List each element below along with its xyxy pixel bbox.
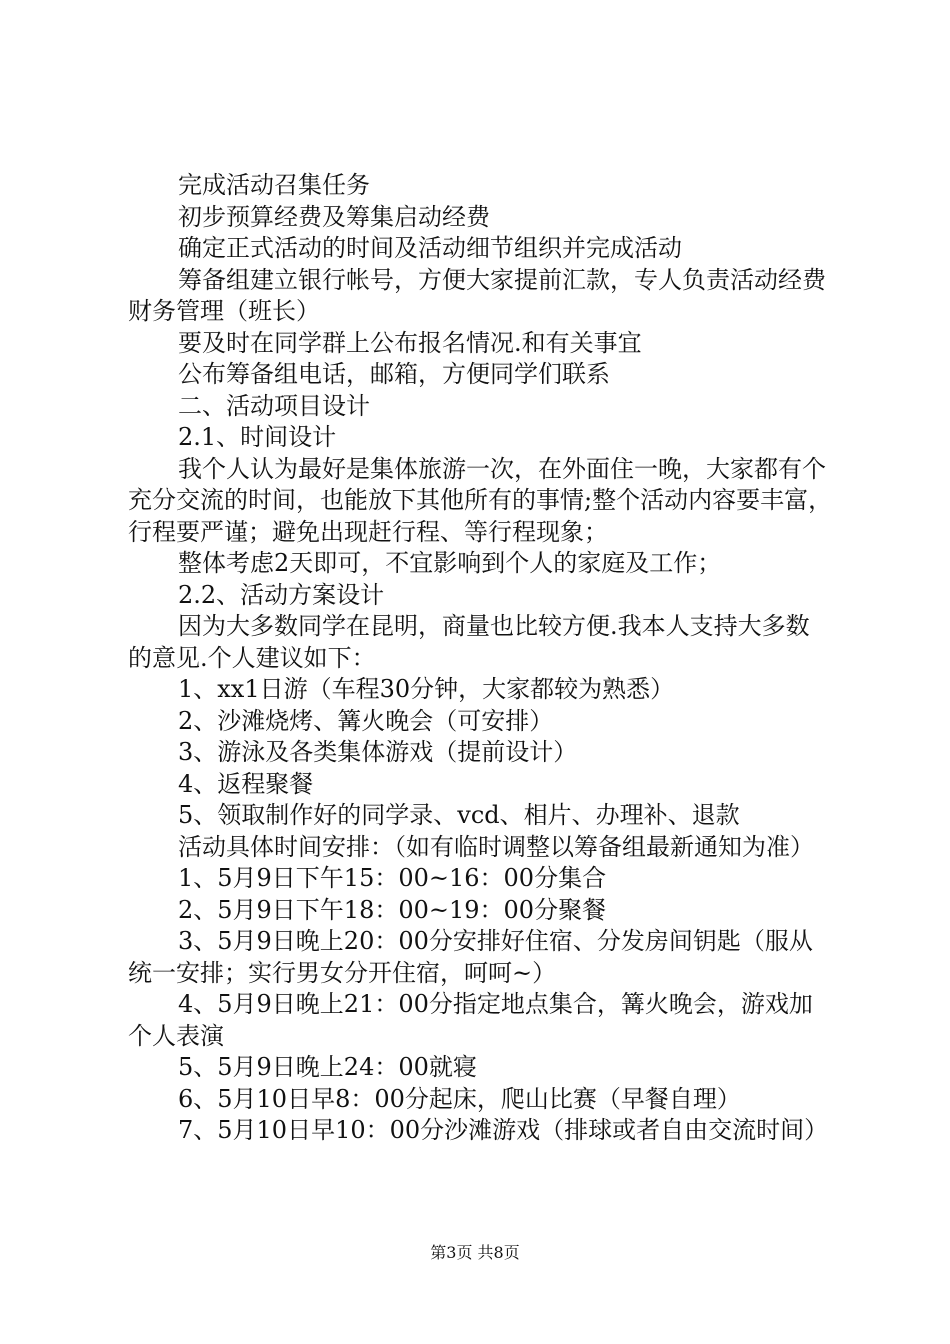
paragraph: 确定正式活动的时间及活动细节组织并完成活动 <box>178 234 682 262</box>
list-item: 5、领取制作好的同学录、vcd、相片、办理补、退款 <box>178 801 740 829</box>
schedule-item: 7、5月10日早10：00分沙滩游戏（排球或者自由交流时间） <box>178 1116 829 1144</box>
list-item: 4、返程聚餐 <box>178 769 314 798</box>
schedule-item: 3、5月9日晚上20：00分安排好住宿、分发房间钥匙（服从统一安排；实行男女分开住宿，呵呵~） <box>128 927 813 987</box>
paragraph: 要及时在同学群上公布报名情况.和有关事宜 <box>178 328 642 357</box>
page-footer: 第3页 共8页 <box>430 1243 520 1262</box>
list-item: 2、沙滩烧烤、篝火晚会（可安排） <box>178 706 554 735</box>
paragraph: 因为大多数同学在昆明，商量也比较方便.我本人支持大多数的意见.个人建议如下： <box>128 612 810 672</box>
subsection-heading: 2.2、活动方案设计 <box>178 580 385 609</box>
schedule-item: 4、5月9日晚上21：00分指定地点集合，篝火晚会，游戏加个人表演 <box>128 990 813 1050</box>
section-heading: 二、活动项目设计 <box>178 391 370 420</box>
paragraph: 我个人认为最好是集体旅游一次，在外面住一晚，大家都有个充分交流的时间，也能放下其他所有的事情;整个活动内容要丰富，行程要严谨；避免出现赶行程、等行程现象； <box>128 454 833 546</box>
paragraph: 整体考虑2天即可，不宜影响到个人的家庭及工作； <box>178 549 722 577</box>
schedule-item: 1、5月9日下午15：00~16：00分集合 <box>178 864 607 892</box>
schedule-item: 2、5月9日下午18：00~19：00分聚餐 <box>178 895 607 924</box>
paragraph: 活动具体时间安排：（如有临时调整以筹备组最新通知为准） <box>178 832 814 861</box>
list-item: 1、xx1日游（车程30分钟，大家都较为熟悉） <box>178 675 675 703</box>
paragraph: 完成活动召集任务 <box>178 171 370 199</box>
paragraph: 公布筹备组电话，邮箱，方便同学们联系 <box>178 360 610 388</box>
schedule-item: 6、5月10日早8：00分起床，爬山比赛（早餐自理） <box>178 1084 741 1113</box>
document-body <box>128 170 833 1147</box>
list-item: 3、游泳及各类集体游戏（提前设计） <box>178 738 578 766</box>
paragraph: 初步预算经费及筹集启动经费 <box>178 202 490 231</box>
schedule-item: 5、5月9日晚上24：00就寝 <box>178 1053 477 1081</box>
subsection-heading: 2.1、时间设计 <box>178 423 337 451</box>
paragraph: 筹备组建立银行帐号，方便大家提前汇款，专人负责活动经费财务管理（班长） <box>128 265 826 325</box>
